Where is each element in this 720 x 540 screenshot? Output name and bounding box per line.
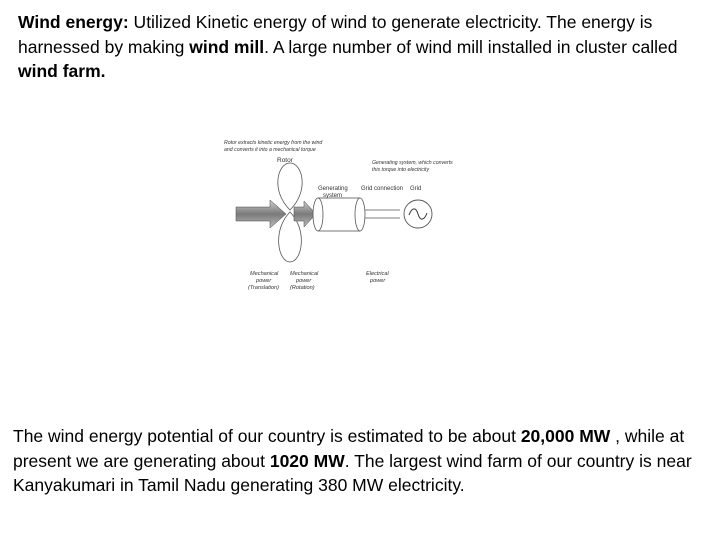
intro-paragraph (18, 10, 713, 84)
bottom-text-2: , while at present we are generating about (13, 426, 685, 471)
mech-rotation-line-2: power (296, 278, 312, 284)
rotor-blade-top (278, 163, 302, 210)
generating-system-cylinder (313, 198, 365, 231)
bottom-text-1: The wind energy potential of our country is estimated to be about (13, 426, 521, 446)
gen-note-line-1: Generating system, which converts (372, 160, 453, 166)
rotor-label: Rotor (277, 157, 293, 164)
intro-text-2: . A large number of wind mill installed in cluster called (264, 36, 678, 57)
rotor-note-line-1: Rotor extracts kinetic energy from the wind (224, 140, 323, 146)
intro-heading: Wind energy: (18, 12, 129, 32)
intro-bold-wind-mill: wind mill (189, 36, 265, 57)
wind-turbine-diagram (210, 130, 470, 300)
ac-source-icon (404, 200, 432, 228)
intro-bold-wind-farm: wind farm. (18, 61, 106, 81)
generating-label-2: system (323, 193, 343, 199)
rotor-note-line-2: and converts it into a mechanical torque (224, 147, 316, 153)
electrical-power-line-1: Electrical (366, 271, 389, 277)
generating-label-1: Generating (318, 186, 348, 192)
grid-label: Grid (410, 186, 422, 192)
mech-translation-line-3: (Translation) (248, 285, 279, 291)
wind-arrow (236, 200, 286, 228)
grid-connection-label: Grid connection (361, 186, 404, 192)
intro-text-1: Utilized Kinetic energy of wind to generate electricity. The energy is harnessed by making (18, 12, 653, 57)
bottom-bold-current: 1020 MW (269, 450, 345, 471)
bottom-bold-potential: 20,000 MW (520, 426, 611, 446)
mech-rotation-line-1: Mechanical (290, 271, 319, 277)
mech-rotation-line-3: (Rotation) (290, 285, 315, 291)
mech-translation-line-2: power (256, 278, 272, 284)
bottom-paragraph (13, 424, 713, 498)
gen-note-line-2: this torque into electricity (372, 167, 430, 173)
mech-translation-line-1: Mechanical (250, 271, 279, 277)
bottom-text-3: . The largest wind farm of our country is near Kanyakumari in Tamil Nadu generating 380 MW electricity. (13, 450, 692, 495)
electrical-power-line-2: power (370, 278, 386, 284)
